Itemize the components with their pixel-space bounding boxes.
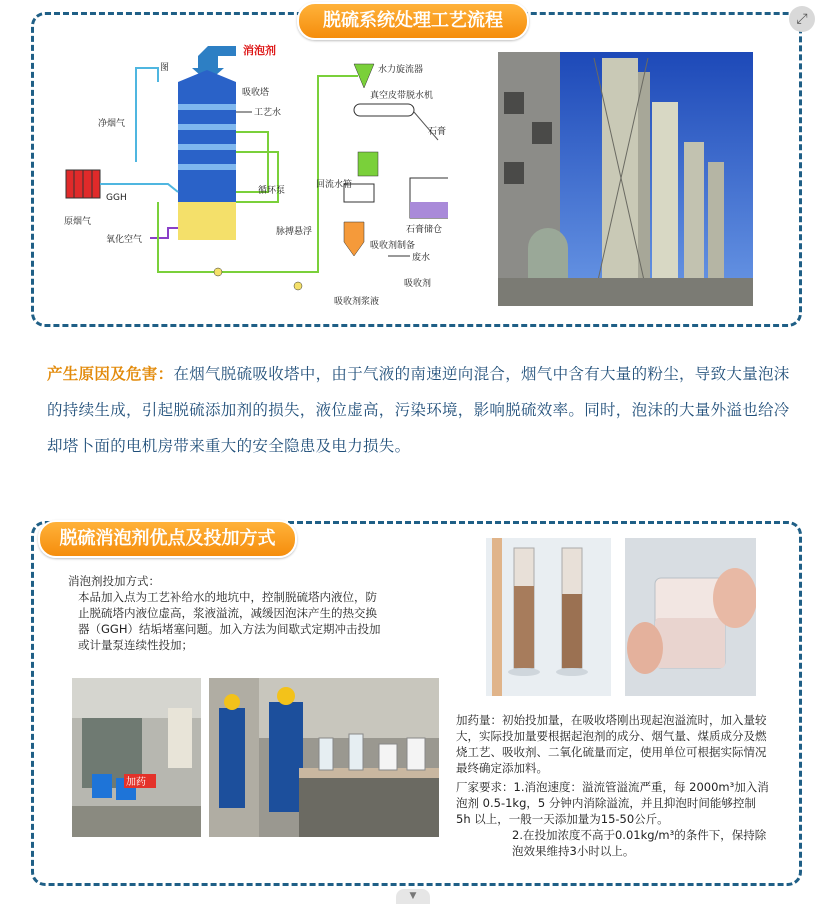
beaker-photo-svg <box>625 538 756 696</box>
label-absorbent: 吸收剂 <box>404 279 432 289</box>
label-raw-flue: 原烟气 <box>64 217 92 227</box>
requirement-2: 2.在投加浓度不高于0.01kg/m³的条件下，保持除泡效果维持3小时以上。 <box>512 828 767 858</box>
cause-hazard-lead: 产生原因及危害： <box>47 365 174 383</box>
test-tubes-photo <box>486 538 611 696</box>
tubes-photo-svg <box>486 538 611 696</box>
label-absorb-prep: 吸收剂制备 <box>370 241 416 251</box>
label-return-tank: 回流水箱 <box>316 180 353 190</box>
desulfurization-tower-photo <box>498 52 753 306</box>
process-diagram-svg <box>58 42 448 310</box>
label-ggh: GGH <box>106 193 127 203</box>
label-gypsum-store: 石膏储仓 <box>406 225 443 235</box>
label-tu: 图 <box>160 63 170 73</box>
label-clean-flue: 净烟气 <box>98 119 126 129</box>
label-process-water: 工艺水 <box>254 108 282 118</box>
cause-and-hazard-paragraph <box>47 356 792 464</box>
dosing-method-body: 本品加入点为工艺补给水的地坑中，控制脱硫塔内液位，防止脱硫塔内液位虚高，浆液溢流，减缓因泡沫产生的热交换器（GGH）结垢堵塞问题。加入方法为间歇式定期冲击投加或计量泵连续性投加； <box>78 590 381 652</box>
dosing-method-heading: 消泡剂投加方式： <box>68 574 160 588</box>
expand-icon[interactable]: ⤢ <box>789 6 815 32</box>
process-flow-title: 脱硫系统处理工艺流程 <box>297 2 529 40</box>
label-circ-pump: 循环泵 <box>258 186 286 196</box>
requirement-1: 厂家要求：1.消泡速度：溢流管溢流严重，每 2000m³加入消泡剂 0.5-1kg，5 分钟内消除溢流，并且抑泡时间能够控制 5h 以上，一般一天添加量为15-50公斤。 <box>456 780 769 826</box>
label-cyclone: 水力旋流器 <box>378 65 424 75</box>
chevron-down-icon[interactable]: ▼ <box>396 889 430 904</box>
label-waste-water: 废水 <box>412 253 431 263</box>
plant-sign-label: 加药 <box>126 777 146 788</box>
label-slurry: 吸收剂浆液 <box>334 297 380 307</box>
label-defoamer: 消泡剂 <box>243 44 276 57</box>
plant-photo-svg <box>72 678 201 837</box>
process-flow-diagram <box>58 42 448 310</box>
tower-photo-svg <box>498 52 753 306</box>
lab-photo-svg <box>209 678 439 837</box>
dosing-method-text <box>68 573 388 653</box>
lab-testing-photo <box>209 678 439 837</box>
manufacturer-requirements <box>456 779 772 859</box>
beaker-photo <box>625 538 756 696</box>
advantages-title: 脱硫消泡剂优点及投加方式 <box>38 520 297 558</box>
label-gypsum: 石膏 <box>428 127 447 137</box>
label-absorber: 吸收塔 <box>242 88 270 98</box>
cause-hazard-body: 在烟气脱硫吸收塔中，由于气液的南速逆向混合，烟气中含有大量的粉尘，导致大量泡沫的持续生成，引起脱硫添加剂的损失，液位虚高，污染环境，影响脱硫效率。同时，泡沫的大量外溢也给冷却塔卜面的电机房带来重大的安全隐患及电力损失。 <box>47 365 790 455</box>
label-vacuum-belt: 真空皮带脱水机 <box>370 91 434 101</box>
dosage-text: 加药量：初始投加量，在吸收塔刚出现起泡溢流时，加入量较大，实际投加量要根据起泡剂的成分、烟气量、煤质成分及燃烧工艺、吸收剂、二氧化硫量而定，使用单位可根据实际情况最终确定添加料。 <box>456 713 767 775</box>
label-stirrer: 脉搏悬浮 <box>276 227 313 237</box>
plant-dosing-photo <box>72 678 201 837</box>
label-oxid-air: 氧化空气 <box>106 235 143 245</box>
